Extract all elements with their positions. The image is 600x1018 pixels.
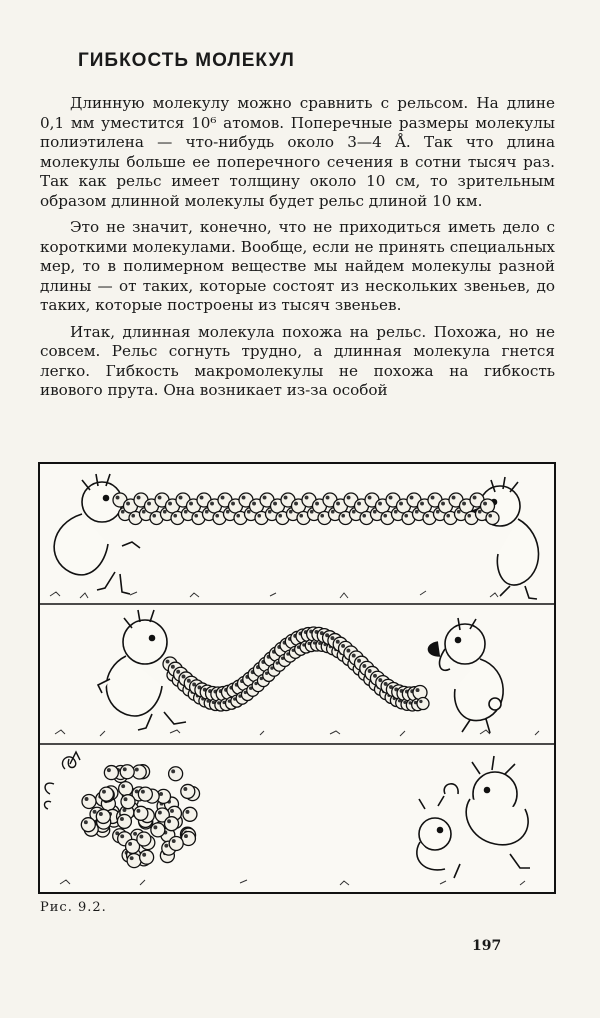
bead-shade: [172, 839, 176, 843]
bead-shade: [200, 496, 204, 500]
bead-shade: [152, 514, 156, 518]
bead-shade: [315, 502, 319, 506]
straight-chain: [113, 493, 499, 525]
bead: [169, 767, 183, 781]
bead-shade: [121, 510, 125, 514]
bead: [486, 512, 499, 525]
bead-shade: [215, 514, 219, 518]
bead-shade: [373, 510, 377, 514]
bead-shade: [483, 502, 487, 506]
bead-shade: [310, 510, 314, 514]
bead: [120, 765, 134, 779]
bead-shade: [183, 787, 187, 791]
bead: [119, 782, 133, 796]
bead-shade: [378, 678, 382, 682]
figure-drawing: [40, 464, 554, 892]
bead-shade: [184, 510, 188, 514]
bead: [82, 794, 96, 808]
bead-shade: [305, 496, 309, 500]
bead-shade: [368, 669, 372, 673]
bead-shade: [336, 640, 340, 644]
bead-shade: [137, 496, 141, 500]
bead-shade: [389, 496, 393, 500]
bead-shade: [278, 514, 282, 518]
paragraph-3: Итак, длинная молекула похожа на рельс. Похожа, но не совсем. Рельс согнуть трудно, а длинная молекула гнется легко. Гибкость макромолекулы не похожа на гибкость ивового прута. Она возникает из-за особой: [40, 322, 555, 399]
bead-shade: [135, 768, 139, 772]
bead-shade: [488, 514, 492, 518]
bead-shade: [85, 797, 89, 801]
bead-shade: [368, 496, 372, 500]
bead-shade: [194, 514, 198, 518]
bead-shade: [473, 496, 477, 500]
bead-shade: [121, 784, 125, 788]
bead-shade: [299, 514, 303, 518]
bead-shade: [247, 510, 251, 514]
bead-shade: [320, 514, 324, 518]
tumbled-chicks-3: [417, 756, 530, 878]
bead-shade: [419, 700, 422, 703]
bead-shade: [284, 496, 288, 500]
bead-shade: [173, 514, 177, 518]
bead-shade: [326, 496, 330, 500]
bead-shade: [171, 665, 175, 669]
bead-shade: [257, 514, 261, 518]
bead: [165, 817, 179, 831]
bead-shade: [84, 820, 88, 824]
bead-shade: [164, 844, 168, 848]
page-number: 197: [472, 938, 502, 954]
bead-shade: [168, 502, 172, 506]
bead-shade: [242, 496, 246, 500]
bead-shade: [415, 510, 419, 514]
bead-shade: [120, 817, 124, 821]
bead-shade: [289, 510, 293, 514]
bead-shade: [331, 510, 335, 514]
bead-shade: [404, 514, 408, 518]
bead-shade: [133, 832, 137, 836]
bead-shade: [93, 810, 97, 814]
bead-shade: [130, 856, 134, 860]
bead-shade: [420, 502, 424, 506]
bead-shade: [176, 670, 180, 674]
bead-shade: [236, 514, 240, 518]
bead-shade: [273, 502, 277, 506]
bead-shade: [352, 654, 356, 658]
bead-shade: [182, 675, 186, 679]
bead: [121, 795, 135, 809]
bead-shade: [210, 502, 214, 506]
bead-shade: [102, 790, 106, 794]
bead-shade: [126, 502, 130, 506]
bead-shade: [330, 636, 334, 640]
bead-shade: [462, 502, 466, 506]
bead-shade: [263, 496, 267, 500]
bead-shade: [268, 510, 272, 514]
chick-left-1: [54, 474, 140, 594]
bead-shade: [147, 502, 151, 506]
body-text: [40, 94, 555, 408]
bead-shade: [141, 790, 145, 794]
bead-shade: [131, 514, 135, 518]
bead-shade: [341, 514, 345, 518]
bead-shade: [383, 514, 387, 518]
bead-shade: [184, 834, 188, 838]
bead-shade: [394, 510, 398, 514]
scribble-left-3: [44, 752, 80, 809]
bead-shade: [139, 835, 143, 839]
bead-shade: [346, 649, 350, 653]
bead: [104, 766, 118, 780]
bead-shade: [158, 496, 162, 500]
figure-caption: Рис. 9.2.: [40, 900, 107, 915]
bead-shade: [142, 510, 146, 514]
bead-shade: [186, 810, 190, 814]
bead-shade: [189, 502, 193, 506]
bead-shade: [231, 502, 235, 506]
bead-shade: [410, 496, 414, 500]
bead-shade: [252, 502, 256, 506]
bead-shade: [436, 510, 440, 514]
bead-shade: [128, 842, 132, 846]
bead: [169, 837, 183, 851]
bead: [127, 854, 141, 868]
section-title: ГИБКОСТЬ МОЛЕКУЛ: [78, 50, 295, 71]
bead-shade: [357, 659, 361, 663]
bead-shade: [167, 819, 171, 823]
bead-shade: [352, 510, 356, 514]
bead: [81, 818, 95, 832]
bead: [117, 814, 131, 828]
bead-shade: [452, 496, 456, 500]
bead: [137, 832, 151, 846]
bead-shade: [294, 502, 298, 506]
bead-shade: [399, 502, 403, 506]
bent-chain: [163, 627, 429, 711]
bead-shade: [120, 834, 124, 838]
bead: [134, 806, 148, 820]
bead-shade: [99, 812, 103, 816]
bead-shade: [446, 514, 450, 518]
bead: [151, 823, 165, 837]
bead: [181, 784, 195, 798]
bead: [99, 787, 113, 801]
paragraph-2: Это не значит, конечно, что не приходиться иметь дело с короткими молекулами. Вообще, если не принять специальных мер, то в полимерном веществе мы найдем молекулы разной длины — от таких, которые состоят из нескольких звеньев, до таких, которые построены из тысяч звеньев.: [40, 218, 555, 314]
bead-shade: [362, 514, 366, 518]
bead-shade: [226, 510, 230, 514]
bead: [417, 698, 429, 710]
bead-shade: [136, 809, 140, 813]
bead-shade: [347, 496, 351, 500]
figure-illustration: [38, 462, 556, 894]
bead-shade: [107, 768, 111, 772]
bead-shade: [478, 510, 482, 514]
bead-shade: [123, 767, 127, 771]
bead-shade: [116, 496, 120, 500]
bead-shade: [431, 496, 435, 500]
bead: [96, 809, 110, 823]
bead: [138, 787, 152, 801]
bead-shade: [179, 496, 183, 500]
bead-shade: [441, 502, 445, 506]
bead-shade: [187, 679, 191, 683]
bead-shade: [166, 660, 170, 664]
bead: [140, 850, 154, 864]
bead-shade: [373, 674, 377, 678]
bead-shade: [153, 825, 157, 829]
bead-shade: [378, 502, 382, 506]
bead-shade: [362, 664, 366, 668]
bead-shade: [171, 769, 175, 773]
bead-shade: [416, 688, 420, 692]
bead: [183, 807, 197, 821]
bead-shade: [205, 510, 209, 514]
duck-right-2: [428, 618, 503, 733]
bead-shade: [170, 809, 174, 813]
bead-shade: [163, 510, 167, 514]
coiled-chain: [81, 765, 199, 868]
bead-shade: [221, 496, 225, 500]
bead-shade: [142, 853, 146, 857]
bead-shade: [336, 502, 340, 506]
bead-shade: [357, 502, 361, 506]
paragraph-1: Длинную молекулу можно сравнить с рельсом. На длине 0,1 мм уместится 10⁶ атомов. Поперечные размеры молекулы полиэтилена — что-нибудь около 3—4 Å. Так что длина молекулы больше ее поперечного сечения в сотни тысяч раз. Так как рельс имеет толщину около 10 см, то зрительным образом длинной молекулы будет рельс длиной 10 км.: [40, 94, 555, 210]
bead-shade: [457, 510, 461, 514]
bead-shade: [467, 514, 471, 518]
bead-shade: [341, 644, 345, 648]
bead-shade: [158, 811, 162, 815]
bead-shade: [425, 514, 429, 518]
bead-shade: [124, 797, 128, 801]
